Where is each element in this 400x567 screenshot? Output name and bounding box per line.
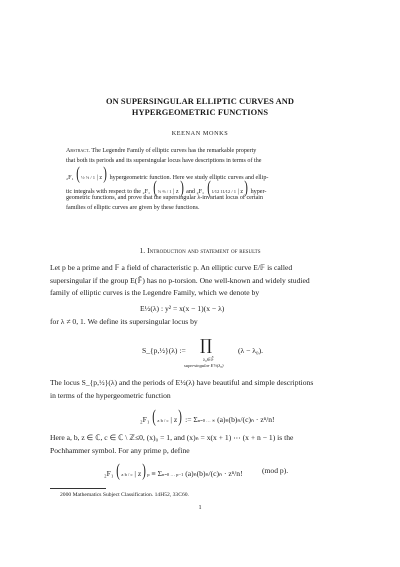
paragraph-1 [50,262,356,300]
hypergeo-symbol-2: ₂F₁ (⅓ ⅔ / 1 | z) [142,177,184,197]
eq2-subscript-2: supersingular E½(λ₀) [184,363,224,368]
para4-line-1: Here a, b, z ∈ ℂ, c ∈ ℂ \ ℤ≤0, (x)₀ = 1, and (x)ₙ = x(x + 1) ⋯ (x + n − 1) is the [50,433,294,442]
title-line-1: ON SUPERSINGULAR ELLIPTIC CURVES AND [105,97,295,106]
abstract [66,147,338,213]
paragraph-2: for λ ≠ 0, 1. We define its supersingular locus by [50,317,198,326]
abstract-line-5: geometric functions, and prove that the supersingular λ-invariant locus of certain [66,195,264,201]
eq2-rhs: (λ − λ₀). [238,346,264,355]
eq4-modulus: (mod p). [262,466,289,475]
equation-hypergeometric-definition: ₂F₁ (a b / c | z) := Σn=0 … ∞ (a)ₙ(b)ₙ/(c)ₙ · zⁿ/n! [140,406,275,426]
abstract-text-3: hypergeometric function. Here we study elliptic curves and ellip- [109,175,269,181]
abstract-text-4c: hyper- [250,189,267,195]
equation-truncated-hypergeometric: ₂F₁ (a b / c | z)p ≡ Σn=0 … p−1 (a)ₙ(b)ₙ/(c)ₙ · zⁿ/n! [104,460,243,480]
footnote-rule [50,488,106,489]
section-number: 1. [139,246,146,255]
paper-title [0,96,400,118]
eq2-lhs: S_{p,½}(λ) := [142,346,186,355]
para3-line-2: in terms of the hypergeometric function [50,390,171,400]
hypergeo-symbol-3: ₂F₁ (1⁄12 11⁄12 / 1 | z) [196,177,248,197]
equation-supersingular-locus [142,346,186,355]
abstract-line-6: families of elliptic curves are given by these functions. [66,204,200,211]
product-symbol: ∏ [200,336,212,354]
section-heading [0,246,400,255]
footnote: 2000 Mathematics Subject Classification. 14H52, 33C60. [60,492,189,498]
abstract-line-3 [66,163,338,183]
abstract-text-4a: tic integrals with respect to the [66,189,141,195]
abstract-line-1 [66,147,338,157]
hypergeo-symbol-1: ₂F₁ (½ ½ / 1 | z) [66,163,107,183]
para1-line-3: family of elliptic curves is the Legendre Family, which we denote by [50,288,260,297]
para1-line-2: supersingular if the group E(𝔽̄) has no p-torsion. One well-known and widely studied [50,275,310,285]
author-name: KEENAN MONKS [171,130,229,137]
para4-line-2: Pochhammer symbol. For any prime p, define [50,445,190,455]
abstract-text-1: The Legendre Family of elliptic curves has the remarkable property [91,148,257,154]
section-title: Introduction and statement of results [147,246,261,255]
page-number: 1 [198,504,202,511]
paragraph-3 [50,377,356,402]
para3-line-1: The locus S_{p,½}(λ) and the periods of E½(λ) have beautiful and simple descriptions [50,378,314,387]
abstract-line-2: that both its periods and its supersingular locus have descriptions in terms of the [66,157,262,164]
eq2-subscript-1: λ₀∈𝔽̄ [203,357,214,362]
para1-line-1: Let p be a prime and 𝔽 a field of characteristic p. An elliptic curve E/𝔽 is called [50,263,293,272]
title-line-2: HYPERGEOMETRIC FUNCTIONS [131,108,269,117]
abstract-label: Abstract. [66,148,90,154]
paragraph-4 [50,432,356,457]
equation-legendre: E½(λ) : y² = x(x − 1)(x − λ) [140,304,225,313]
abstract-text-4b: and [186,189,195,195]
